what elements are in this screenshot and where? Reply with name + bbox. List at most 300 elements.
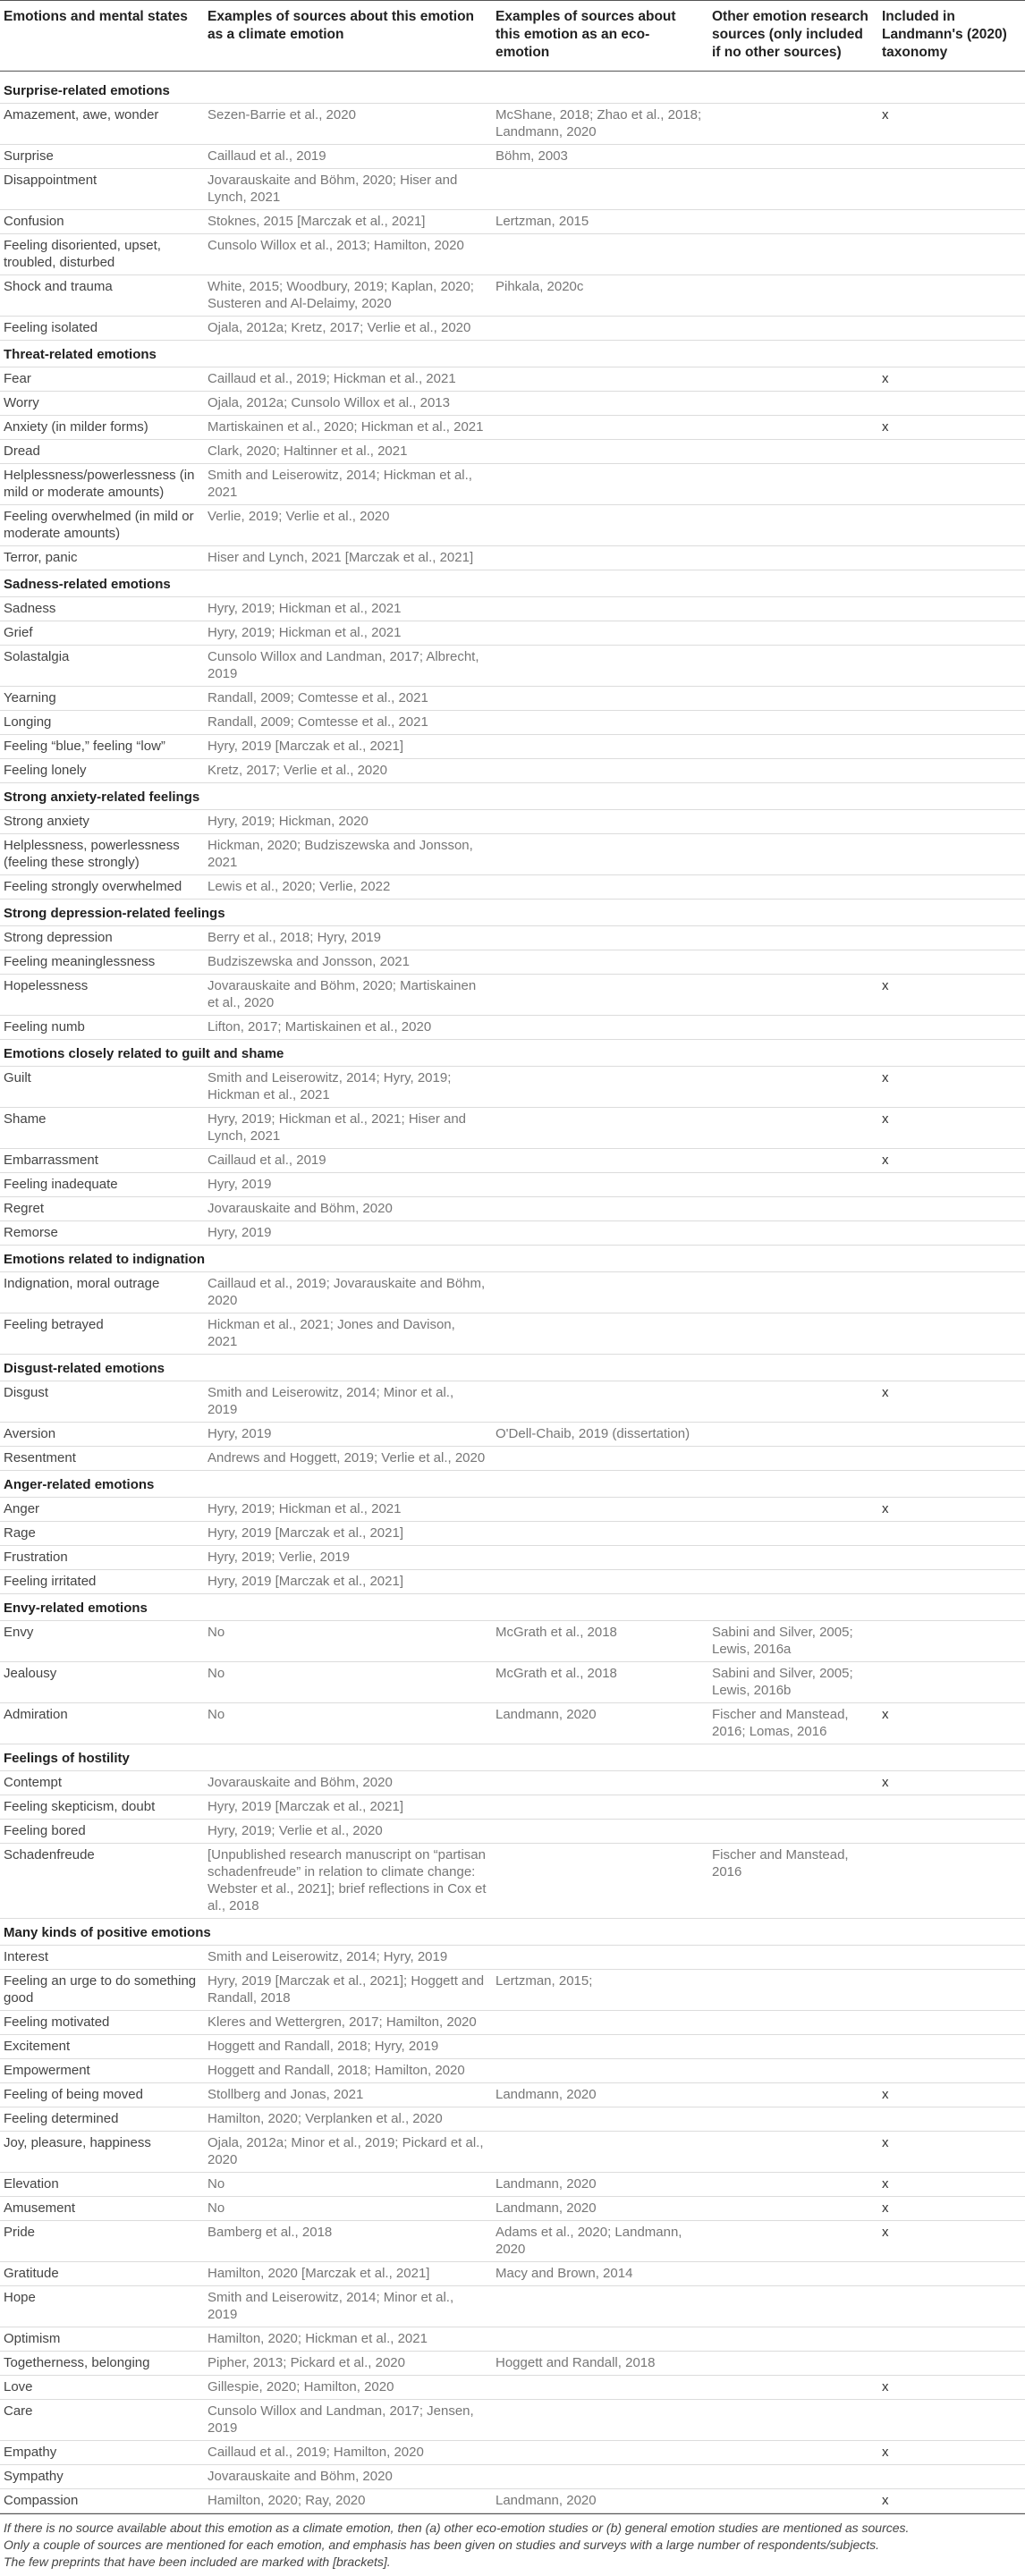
emotion-cell: Strong anxiety xyxy=(0,810,204,834)
other-source-cell xyxy=(708,975,878,1016)
climate-source-cell: Jovarauskaite and Böhm, 2020 xyxy=(204,1197,492,1221)
eco-source-cell: Landmann, 2020 xyxy=(492,1703,708,1744)
eco-source-cell xyxy=(492,367,708,392)
taxonomy-mark-cell xyxy=(878,505,1025,546)
emotion-cell: Amazement, awe, wonder xyxy=(0,104,204,145)
emotion-cell: Compassion xyxy=(0,2489,204,2513)
section-header-row xyxy=(0,1594,1025,1621)
eco-source-cell: Landmann, 2020 xyxy=(492,2173,708,2197)
section-title: Many kinds of positive emotions xyxy=(0,1919,1025,1946)
eco-source-cell xyxy=(492,1272,708,1313)
eco-source-cell xyxy=(492,169,708,210)
table-row xyxy=(0,1771,1025,1795)
climate-source-cell: Kretz, 2017; Verlie et al., 2020 xyxy=(204,759,492,783)
taxonomy-mark-cell xyxy=(878,2262,1025,2286)
emotion-cell: Optimism xyxy=(0,2327,204,2352)
taxonomy-mark-cell xyxy=(878,1546,1025,1570)
climate-source-cell: Ojala, 2012a; Cunsolo Willox et al., 2013 xyxy=(204,392,492,416)
other-source-cell xyxy=(708,646,878,687)
other-source-cell xyxy=(708,1546,878,1570)
eco-source-cell xyxy=(492,975,708,1016)
table-row xyxy=(0,597,1025,621)
eco-source-cell: Adams et al., 2020; Landmann, 2020 xyxy=(492,2221,708,2262)
taxonomy-mark-cell xyxy=(878,1970,1025,2011)
table-row xyxy=(0,711,1025,735)
other-source-cell: Fischer and Manstead, 2016; Lomas, 2016 xyxy=(708,1703,878,1744)
taxonomy-mark-cell: x xyxy=(878,1108,1025,1149)
taxonomy-mark-cell xyxy=(878,621,1025,646)
section-header-row xyxy=(0,341,1025,367)
other-source-cell xyxy=(708,440,878,464)
table-row xyxy=(0,926,1025,950)
eco-source-cell xyxy=(492,1381,708,1423)
emotion-cell: Feeling skepticism, doubt xyxy=(0,1795,204,1820)
taxonomy-mark-cell xyxy=(878,2035,1025,2059)
section-header-row xyxy=(0,1471,1025,1498)
eco-source-cell xyxy=(492,2132,708,2173)
table-row xyxy=(0,687,1025,711)
climate-source-cell: Clark, 2020; Haltinner et al., 2021 xyxy=(204,440,492,464)
taxonomy-mark-cell: x xyxy=(878,2441,1025,2465)
table-row xyxy=(0,1498,1025,1522)
other-source-cell xyxy=(708,2286,878,2327)
table-row xyxy=(0,275,1025,317)
taxonomy-mark-cell: x xyxy=(878,1703,1025,1744)
emotion-cell: Solastalgia xyxy=(0,646,204,687)
table-row xyxy=(0,759,1025,783)
table-row xyxy=(0,834,1025,875)
eco-source-cell: McGrath et al., 2018 xyxy=(492,1662,708,1703)
other-source-cell xyxy=(708,1522,878,1546)
other-source-cell xyxy=(708,392,878,416)
other-source-cell xyxy=(708,810,878,834)
note-line: The few preprints that have been included are marked with [brackets]. xyxy=(4,2555,391,2569)
table-row xyxy=(0,440,1025,464)
taxonomy-mark-cell xyxy=(878,1272,1025,1313)
taxonomy-mark-cell: x xyxy=(878,1149,1025,1173)
other-source-cell xyxy=(708,210,878,234)
taxonomy-mark-cell xyxy=(878,2107,1025,2132)
climate-source-cell: No xyxy=(204,1662,492,1703)
other-source-cell xyxy=(708,2011,878,2035)
emotion-cell: Feeling strongly overwhelmed xyxy=(0,875,204,899)
note-line: Only a couple of sources are mentioned for each emotion, and emphasis has been given on studies and surveys with a large number of respondents/subjects. xyxy=(4,2538,880,2552)
table-row xyxy=(0,2011,1025,2035)
taxonomy-mark-cell xyxy=(878,950,1025,975)
climate-source-cell: Hyry, 2019 [Marczak et al., 2021] xyxy=(204,735,492,759)
taxonomy-mark-cell xyxy=(878,759,1025,783)
climate-source-cell: Hyry, 2019 [Marczak et al., 2021] xyxy=(204,1570,492,1594)
section-title: Surprise-related emotions xyxy=(0,72,1025,104)
emotion-cell: Feeling motivated xyxy=(0,2011,204,2035)
taxonomy-mark-cell xyxy=(878,1570,1025,1594)
other-source-cell xyxy=(708,2262,878,2286)
climate-source-cell: Hyry, 2019; Hickman et al., 2021; Hiser and Lynch, 2021 xyxy=(204,1108,492,1149)
section-title: Threat-related emotions xyxy=(0,341,1025,367)
eco-source-cell xyxy=(492,1313,708,1355)
eco-source-cell xyxy=(492,1522,708,1546)
emotion-cell: Feeling an urge to do something good xyxy=(0,1970,204,2011)
taxonomy-mark-cell xyxy=(878,317,1025,341)
taxonomy-mark-cell xyxy=(878,234,1025,275)
emotion-cell: Frustration xyxy=(0,1546,204,1570)
other-source-cell xyxy=(708,687,878,711)
other-source-cell xyxy=(708,464,878,505)
other-source-cell xyxy=(708,2083,878,2107)
taxonomy-mark-cell xyxy=(878,1447,1025,1471)
other-source-cell xyxy=(708,1272,878,1313)
section-title: Envy-related emotions xyxy=(0,1594,1025,1621)
emotion-cell: Jealousy xyxy=(0,1662,204,1703)
eco-source-cell xyxy=(492,646,708,687)
taxonomy-mark-cell xyxy=(878,875,1025,899)
climate-source-cell: Hickman, 2020; Budziszewska and Jonsson, 2021 xyxy=(204,834,492,875)
other-source-cell xyxy=(708,926,878,950)
emotion-cell: Longing xyxy=(0,711,204,735)
emotion-cell: Resentment xyxy=(0,1447,204,1471)
table-row xyxy=(0,1221,1025,1246)
climate-source-cell: Ojala, 2012a; Minor et al., 2019; Pickard et al., 2020 xyxy=(204,2132,492,2173)
other-source-cell xyxy=(708,2132,878,2173)
emotion-cell: Helplessness, powerlessness (feeling these strongly) xyxy=(0,834,204,875)
table-body xyxy=(0,72,1025,2513)
note-line: If there is no source available about this emotion as a climate emotion, then (a) other eco-emotion studies or (b) general emotion studies are mentioned as sources. xyxy=(4,2521,910,2535)
taxonomy-mark-cell: x xyxy=(878,975,1025,1016)
eco-source-cell xyxy=(492,1570,708,1594)
emotion-cell: Contempt xyxy=(0,1771,204,1795)
other-source-cell xyxy=(708,1820,878,1844)
climate-source-cell: Caillaud et al., 2019; Jovarauskaite and Böhm, 2020 xyxy=(204,1272,492,1313)
climate-source-cell: No xyxy=(204,2173,492,2197)
other-source-cell xyxy=(708,1795,878,1820)
emotion-cell: Excitement xyxy=(0,2035,204,2059)
eco-source-cell xyxy=(492,2059,708,2083)
taxonomy-mark-cell xyxy=(878,711,1025,735)
climate-source-cell: Hyry, 2019 [Marczak et al., 2021]; Hoggett and Randall, 2018 xyxy=(204,1970,492,2011)
climate-source-cell: Pipher, 2013; Pickard et al., 2020 xyxy=(204,2352,492,2376)
climate-source-cell: Hyry, 2019; Hickman et al., 2021 xyxy=(204,597,492,621)
other-source-cell xyxy=(708,145,878,169)
emotion-cell: Amusement xyxy=(0,2197,204,2221)
other-source-cell xyxy=(708,2107,878,2132)
emotion-cell: Love xyxy=(0,2376,204,2400)
eco-source-cell xyxy=(492,1108,708,1149)
climate-source-cell: Bamberg et al., 2018 xyxy=(204,2221,492,2262)
climate-source-cell: Stoknes, 2015 [Marczak et al., 2021] xyxy=(204,210,492,234)
climate-source-cell: White, 2015; Woodbury, 2019; Kaplan, 2020; Susteren and Al-Delaimy, 2020 xyxy=(204,275,492,317)
taxonomy-mark-cell xyxy=(878,1662,1025,1703)
eco-source-cell: Böhm, 2003 xyxy=(492,145,708,169)
other-source-cell xyxy=(708,1067,878,1108)
other-source-cell xyxy=(708,2327,878,2352)
taxonomy-mark-cell: x xyxy=(878,416,1025,440)
table-row xyxy=(0,1844,1025,1919)
table-row xyxy=(0,2083,1025,2107)
taxonomy-mark-cell xyxy=(878,1197,1025,1221)
table-row xyxy=(0,392,1025,416)
climate-source-cell: Caillaud et al., 2019; Hickman et al., 2021 xyxy=(204,367,492,392)
other-source-cell xyxy=(708,2059,878,2083)
taxonomy-mark-cell: x xyxy=(878,2197,1025,2221)
climate-source-cell: Ojala, 2012a; Kretz, 2017; Verlie et al., 2020 xyxy=(204,317,492,341)
other-source-cell xyxy=(708,234,878,275)
taxonomy-mark-cell xyxy=(878,2352,1025,2376)
eco-source-cell xyxy=(492,2327,708,2352)
eco-source-cell xyxy=(492,926,708,950)
climate-source-cell: Hyry, 2019; Verlie et al., 2020 xyxy=(204,1820,492,1844)
other-source-cell xyxy=(708,1173,878,1197)
taxonomy-mark-cell: x xyxy=(878,1498,1025,1522)
emotion-cell: Worry xyxy=(0,392,204,416)
taxonomy-mark-cell xyxy=(878,1423,1025,1447)
climate-source-cell: Hamilton, 2020; Ray, 2020 xyxy=(204,2489,492,2513)
eco-source-cell xyxy=(492,735,708,759)
emotion-cell: Anxiety (in milder forms) xyxy=(0,416,204,440)
climate-source-cell: [Unpublished research manuscript on “partisan schadenfreude” in relation to climate change: Webster et al., 2021]; brief reflections in Cox et al., 2018 xyxy=(204,1844,492,1919)
emotion-cell: Sympathy xyxy=(0,2465,204,2489)
eco-source-cell xyxy=(492,546,708,570)
emotion-cell: Feeling lonely xyxy=(0,759,204,783)
emotion-cell: Surprise xyxy=(0,145,204,169)
other-source-cell xyxy=(708,1149,878,1173)
climate-source-cell: Randall, 2009; Comtesse et al., 2021 xyxy=(204,687,492,711)
table-row xyxy=(0,464,1025,505)
eco-source-cell xyxy=(492,1498,708,1522)
emotion-cell: Fear xyxy=(0,367,204,392)
header-climate-sources: Examples of sources about this emotion as a climate emotion xyxy=(204,1,492,72)
table-row xyxy=(0,1108,1025,1149)
climate-source-cell: Hamilton, 2020; Verplanken et al., 2020 xyxy=(204,2107,492,2132)
emotion-cell: Disgust xyxy=(0,1381,204,1423)
eco-source-cell xyxy=(492,2011,708,2035)
emotion-cell: Remorse xyxy=(0,1221,204,1246)
emotion-cell: Strong depression xyxy=(0,926,204,950)
emotion-cell: Feeling determined xyxy=(0,2107,204,2132)
emotion-cell: Empathy xyxy=(0,2441,204,2465)
table-row xyxy=(0,546,1025,570)
taxonomy-mark-cell xyxy=(878,2400,1025,2441)
other-source-cell xyxy=(708,950,878,975)
table-row xyxy=(0,1173,1025,1197)
eco-source-cell xyxy=(492,505,708,546)
other-source-cell xyxy=(708,317,878,341)
taxonomy-mark-cell: x xyxy=(878,1771,1025,1795)
emotion-cell: Feeling bored xyxy=(0,1820,204,1844)
emotion-cell: Dread xyxy=(0,440,204,464)
emotion-cell: Joy, pleasure, happiness xyxy=(0,2132,204,2173)
table-row xyxy=(0,1795,1025,1820)
eco-source-cell: McShane, 2018; Zhao et al., 2018; Landmann, 2020 xyxy=(492,104,708,145)
climate-source-cell: Gillespie, 2020; Hamilton, 2020 xyxy=(204,2376,492,2400)
taxonomy-mark-cell: x xyxy=(878,2173,1025,2197)
other-source-cell xyxy=(708,275,878,317)
eco-source-cell xyxy=(492,810,708,834)
table-row xyxy=(0,735,1025,759)
eco-source-cell xyxy=(492,875,708,899)
table-row xyxy=(0,317,1025,341)
eco-source-cell xyxy=(492,1795,708,1820)
emotion-cell: Feeling numb xyxy=(0,1016,204,1040)
table-row xyxy=(0,1970,1025,2011)
taxonomy-mark-cell xyxy=(878,687,1025,711)
other-source-cell: Sabini and Silver, 2005; Lewis, 2016b xyxy=(708,1662,878,1703)
table-row xyxy=(0,169,1025,210)
climate-source-cell: Budziszewska and Jonsson, 2021 xyxy=(204,950,492,975)
table-row xyxy=(0,1381,1025,1423)
eco-source-cell xyxy=(492,2107,708,2132)
table-row xyxy=(0,1197,1025,1221)
climate-source-cell: Cunsolo Willox and Landman, 2017; Albrecht, 2019 xyxy=(204,646,492,687)
taxonomy-mark-cell xyxy=(878,1844,1025,1919)
eco-source-cell xyxy=(492,950,708,975)
eco-source-cell xyxy=(492,834,708,875)
other-source-cell xyxy=(708,735,878,759)
taxonomy-mark-cell: x xyxy=(878,1067,1025,1108)
eco-source-cell xyxy=(492,234,708,275)
climate-source-cell: Hyry, 2019; Hickman, 2020 xyxy=(204,810,492,834)
section-header-row xyxy=(0,1744,1025,1771)
climate-source-cell: Jovarauskaite and Böhm, 2020; Martiskainen et al., 2020 xyxy=(204,975,492,1016)
other-source-cell xyxy=(708,2197,878,2221)
climate-source-cell: Jovarauskaite and Böhm, 2020 xyxy=(204,2465,492,2489)
eco-source-cell xyxy=(492,1221,708,1246)
other-source-cell xyxy=(708,2352,878,2376)
eco-source-cell xyxy=(492,597,708,621)
taxonomy-mark-cell xyxy=(878,810,1025,834)
other-source-cell xyxy=(708,2441,878,2465)
eco-source-cell: Landmann, 2020 xyxy=(492,2489,708,2513)
climate-source-cell: Smith and Leiserowitz, 2014; Hyry, 2019 xyxy=(204,1946,492,1970)
taxonomy-mark-cell xyxy=(878,1016,1025,1040)
other-source-cell xyxy=(708,1108,878,1149)
emotion-cell: Interest xyxy=(0,1946,204,1970)
taxonomy-mark-cell xyxy=(878,834,1025,875)
emotion-cell: Hope xyxy=(0,2286,204,2327)
table-notes xyxy=(0,2513,1025,2576)
eco-source-cell xyxy=(492,2465,708,2489)
eco-source-cell xyxy=(492,1447,708,1471)
climate-source-cell: Berry et al., 2018; Hyry, 2019 xyxy=(204,926,492,950)
table-row xyxy=(0,1272,1025,1313)
climate-source-cell: Caillaud et al., 2019 xyxy=(204,145,492,169)
other-source-cell xyxy=(708,1447,878,1471)
section-title: Disgust-related emotions xyxy=(0,1355,1025,1381)
table-row xyxy=(0,1662,1025,1703)
other-source-cell xyxy=(708,1498,878,1522)
eco-source-cell xyxy=(492,687,708,711)
eco-source-cell xyxy=(492,1149,708,1173)
table-row xyxy=(0,2376,1025,2400)
eco-source-cell xyxy=(492,416,708,440)
table-row xyxy=(0,875,1025,899)
other-source-cell xyxy=(708,2465,878,2489)
other-source-cell xyxy=(708,1381,878,1423)
other-source-cell xyxy=(708,2035,878,2059)
taxonomy-mark-cell xyxy=(878,2011,1025,2035)
taxonomy-mark-cell xyxy=(878,2286,1025,2327)
emotion-cell: Envy xyxy=(0,1621,204,1662)
eco-source-cell: Pihkala, 2020c xyxy=(492,275,708,317)
table-row xyxy=(0,810,1025,834)
climate-source-cell: Sezen-Barrie et al., 2020 xyxy=(204,104,492,145)
climate-source-cell: No xyxy=(204,1703,492,1744)
emotion-cell: Feeling meaninglessness xyxy=(0,950,204,975)
table-row xyxy=(0,950,1025,975)
taxonomy-mark-cell xyxy=(878,464,1025,505)
table-row xyxy=(0,2173,1025,2197)
taxonomy-mark-cell: x xyxy=(878,1381,1025,1423)
climate-source-cell: Hickman et al., 2021; Jones and Davison, 2021 xyxy=(204,1313,492,1355)
emotion-cell: Hopelessness xyxy=(0,975,204,1016)
header-emotion: Emotions and mental states xyxy=(0,1,204,72)
taxonomy-mark-cell xyxy=(878,735,1025,759)
emotion-cell: Helplessness/powerlessness (in mild or moderate amounts) xyxy=(0,464,204,505)
climate-source-cell: Hyry, 2019 xyxy=(204,1221,492,1246)
table-row xyxy=(0,2352,1025,2376)
eco-source-cell xyxy=(492,1820,708,1844)
other-source-cell xyxy=(708,1423,878,1447)
other-source-cell xyxy=(708,834,878,875)
emotion-cell: Feeling “blue,” feeling “low” xyxy=(0,735,204,759)
climate-source-cell: Hyry, 2019 [Marczak et al., 2021] xyxy=(204,1522,492,1546)
taxonomy-mark-cell xyxy=(878,2327,1025,2352)
emotion-cell: Rage xyxy=(0,1522,204,1546)
eco-source-cell xyxy=(492,317,708,341)
taxonomy-mark-cell xyxy=(878,392,1025,416)
header-eco-sources: Examples of sources about this emotion as an eco-emotion xyxy=(492,1,708,72)
taxonomy-mark-cell xyxy=(878,1795,1025,1820)
other-source-cell: Fischer and Manstead, 2016 xyxy=(708,1844,878,1919)
taxonomy-mark-cell xyxy=(878,145,1025,169)
table-row xyxy=(0,2035,1025,2059)
emotion-cell: Feeling overwhelmed (in mild or moderate amounts) xyxy=(0,505,204,546)
emotion-cell: Admiration xyxy=(0,1703,204,1744)
other-source-cell xyxy=(708,505,878,546)
taxonomy-mark-cell xyxy=(878,440,1025,464)
emotion-cell: Disappointment xyxy=(0,169,204,210)
emotion-cell: Aversion xyxy=(0,1423,204,1447)
eco-source-cell: Landmann, 2020 xyxy=(492,2197,708,2221)
other-source-cell xyxy=(708,1221,878,1246)
eco-source-cell xyxy=(492,2035,708,2059)
emotion-cell: Regret xyxy=(0,1197,204,1221)
eco-source-cell xyxy=(492,759,708,783)
climate-source-cell: Hyry, 2019; Hickman et al., 2021 xyxy=(204,621,492,646)
other-source-cell xyxy=(708,1016,878,1040)
emotion-cell: Empowerment xyxy=(0,2059,204,2083)
emotion-cell: Embarrassment xyxy=(0,1149,204,1173)
climate-source-cell: Hamilton, 2020 [Marczak et al., 2021] xyxy=(204,2262,492,2286)
climate-source-cell: Randall, 2009; Comtesse et al., 2021 xyxy=(204,711,492,735)
eco-source-cell xyxy=(492,1067,708,1108)
taxonomy-mark-cell xyxy=(878,169,1025,210)
eco-source-cell: Hoggett and Randall, 2018 xyxy=(492,2352,708,2376)
eco-source-cell xyxy=(492,711,708,735)
other-source-cell xyxy=(708,2173,878,2197)
header-taxonomy: Included in Landmann's (2020) taxonomy xyxy=(878,1,1025,72)
table-row xyxy=(0,367,1025,392)
other-source-cell xyxy=(708,1313,878,1355)
eco-source-cell xyxy=(492,1771,708,1795)
eco-source-cell xyxy=(492,2441,708,2465)
emotion-cell: Indignation, moral outrage xyxy=(0,1272,204,1313)
emotion-cell: Sadness xyxy=(0,597,204,621)
climate-source-cell: Hoggett and Randall, 2018; Hamilton, 2020 xyxy=(204,2059,492,2083)
section-title: Strong anxiety-related feelings xyxy=(0,783,1025,810)
table-row xyxy=(0,2400,1025,2441)
eco-source-cell: O'Dell-Chaib, 2019 (dissertation) xyxy=(492,1423,708,1447)
other-source-cell xyxy=(708,1570,878,1594)
